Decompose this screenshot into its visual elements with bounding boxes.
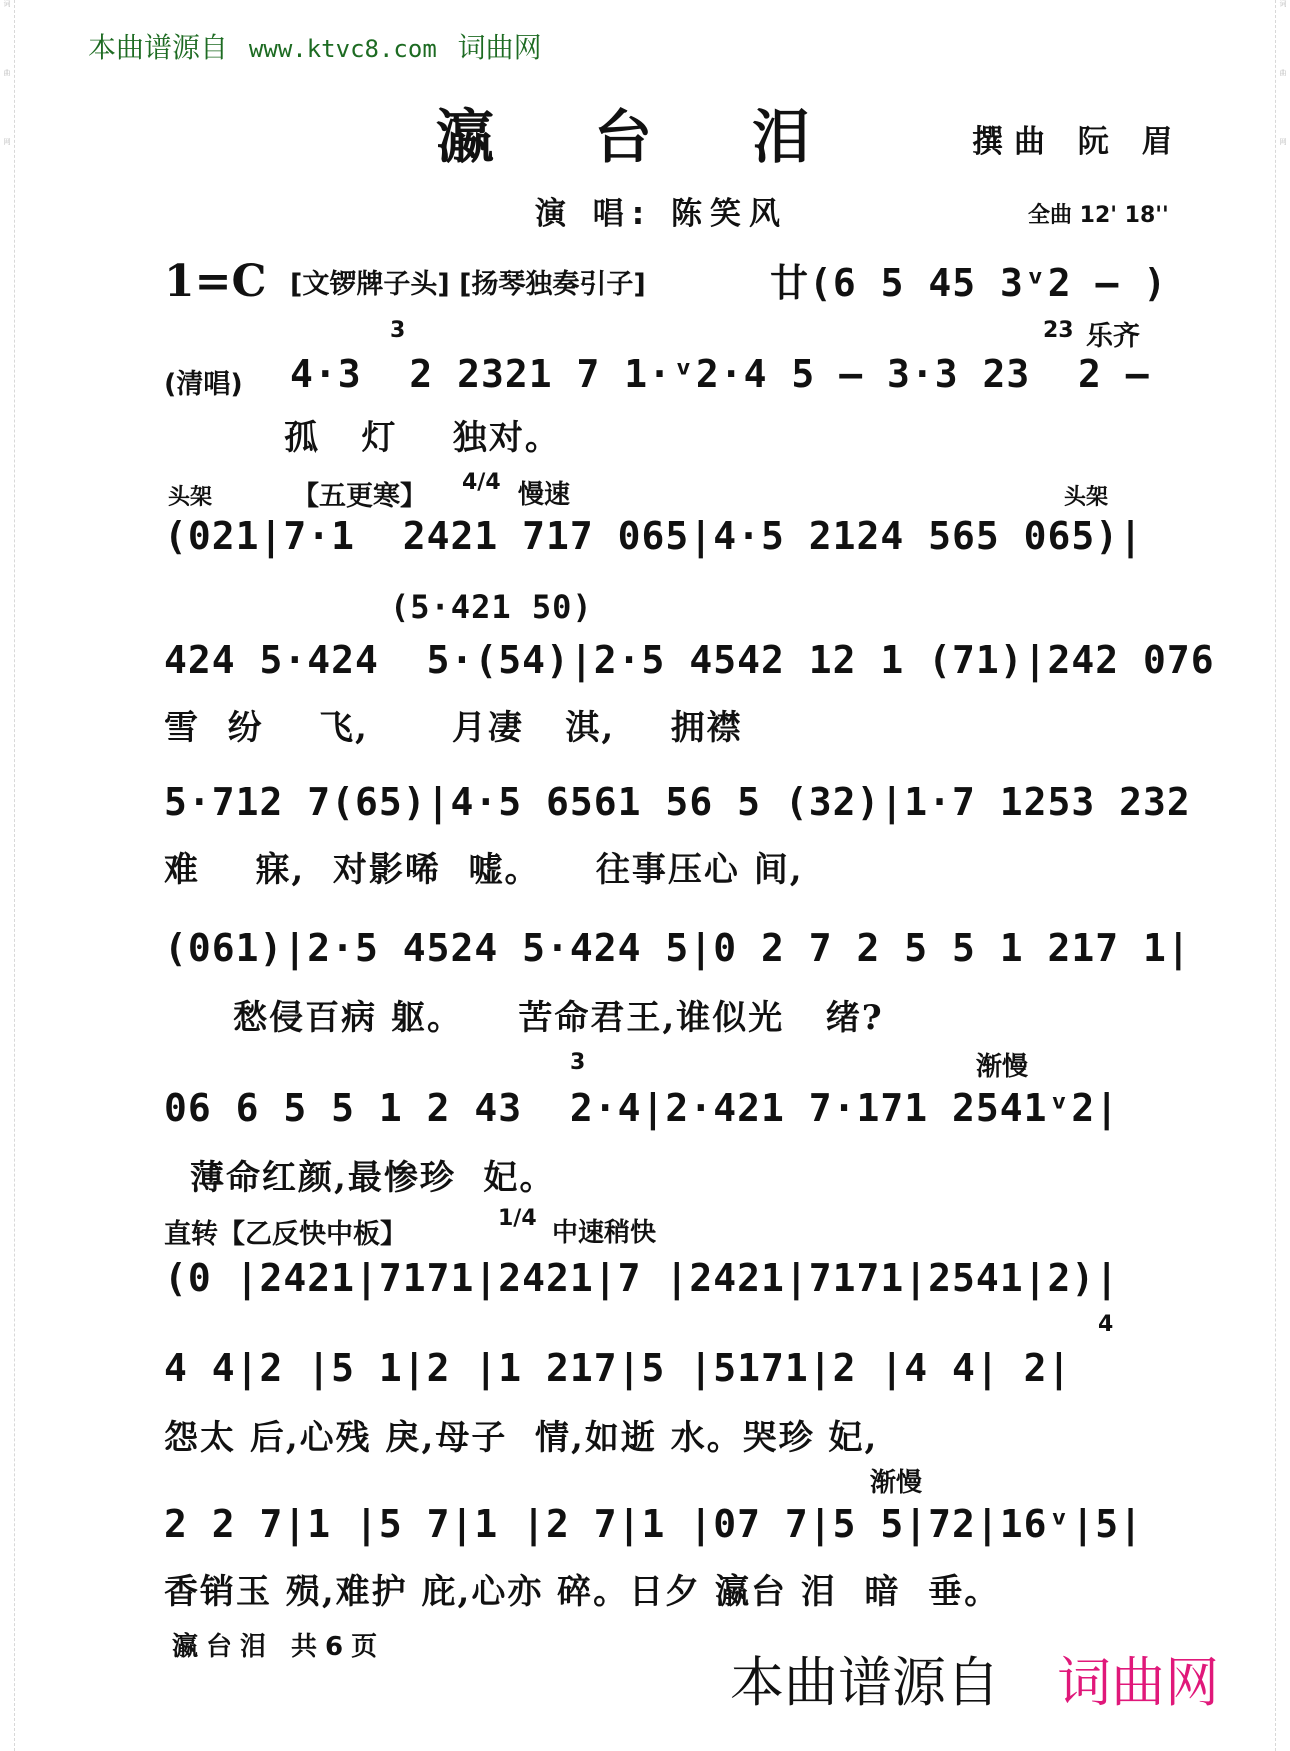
page-count-label: 瀛台泪 共6页 [172,1632,386,1662]
staff-4-notes: 5·712 7(65)|4·5 6561 56 5 (32)|1·7 1253 232 [164,780,1191,824]
staff-3-lyrics: 雪 纷 飞, 月凄 淇, 拥襟 [164,708,743,748]
staff-3-notes: 424 5·424 5·(54)|2·5 4542 12 1 (71)|242 076 [164,638,1215,682]
staff-6-notes: 06 6 5 5 1 2 43 2·4|2·421 7·171 2541ᵛ2| [164,1086,1120,1130]
source-right-text: 词曲网 [457,31,542,64]
singer-credit: 演 唱: 陈笑风 [535,196,788,232]
right-margin-watermark: 词 曲 网 [1275,0,1290,1751]
footer-brand-pink: 词曲网 [1057,1651,1220,1714]
time-signature-1-4: 1/4 [498,1206,537,1231]
staff-9-notes: 2 2 7|1 |5 7|1 |2 7|1 |07 7|5 5|72|16ᵛ|5| [164,1502,1143,1546]
alternate-notes: (5·421 50) [390,588,593,626]
source-url-link[interactable]: www.ktvc8.com [248,35,437,63]
staff-7-notes: (0 |2421|7171|2421|7 |2421|7171|2541|2)| [164,1256,1120,1300]
grace-note-23: 23 [1043,318,1074,343]
staff-8-lyrics: 怨太 后,心残 戾,母子 情,如逝 水。哭珍 妃, [164,1418,879,1458]
staff-5-lyrics: 愁侵百病 躯。 苦命君王,谁似光 绪? [164,998,884,1038]
tempo-moderate-fast: 中速稍快 [552,1218,657,1248]
staff-1-label: (清唱) [164,369,243,400]
key-signature: 1=C [164,256,267,307]
composer-credit: 撰曲 阮 眉 [972,124,1184,160]
staff-1-lyrics: 孤 灯 独对。 [284,418,561,458]
yue-qi-mark: 乐齐 [1086,321,1140,352]
staff-6-lyrics: 薄命红颜,最惨珍 妃。 [190,1158,556,1198]
staff-8-notes: 4 4|2 |5 1|2 |1 217|5 |5171|2 |4 4| 2| [164,1346,1072,1390]
staff-2-notes: (021|7·1 2421 717 065|4·5 2124 565 065)| [164,514,1143,558]
tempo-slow: 慢速 [518,480,571,510]
left-margin-watermark: 词 曲 网 [0,0,15,1751]
staff-4-lyrics: 难 寐, 对影唏 嘘。 往事压心 间, [164,850,804,890]
source-header [88,26,542,66]
grace-note-4: 4 [1098,1312,1114,1337]
wu-geng-han-section: 【五更寒】 [292,481,427,512]
staff-9-lyrics: 香销玉 殒,难护 庇,心亦 碎。日夕 瀛台 泪 暗 垂。 [164,1572,1001,1612]
section-transition: 直转【乙反快中板】 [164,1219,407,1250]
tou-jia-mark-1: 头架 [168,485,213,510]
time-signature-4-4: 4/4 [462,470,501,495]
tempo-gradual-slow: 渐慢 [976,1052,1029,1082]
intro-notes: 廿(6 5 45 3ᵛ2 — ) [770,261,1168,305]
tempo-gradual-slow-2: 渐慢 [870,1468,923,1498]
duration-label: 全曲 12' 18'' [1028,203,1169,228]
intro-sections: [文锣牌子头] [扬琴独奏引子] [290,269,646,300]
footer-brand [730,1640,1219,1717]
grace-note-3: 3 [390,318,406,343]
grace-note-3-b: 3 [570,1050,586,1075]
song-title: 瀛台泪 [436,103,911,171]
tou-jia-mark-2: 头架 [1064,485,1109,510]
staff-5-notes: (061)|2·5 4524 5·424 5|0 2 7 2 5 5 1 217 1| [164,926,1191,970]
footer-brand-black: 本曲谱源自 [730,1651,1000,1714]
source-left-text: 本曲谱源自 [88,31,229,64]
staff-1-notes: 4·3 2 2321 7 1·ᵛ2·4 5 — 3·3 23 2 — [290,352,1150,396]
